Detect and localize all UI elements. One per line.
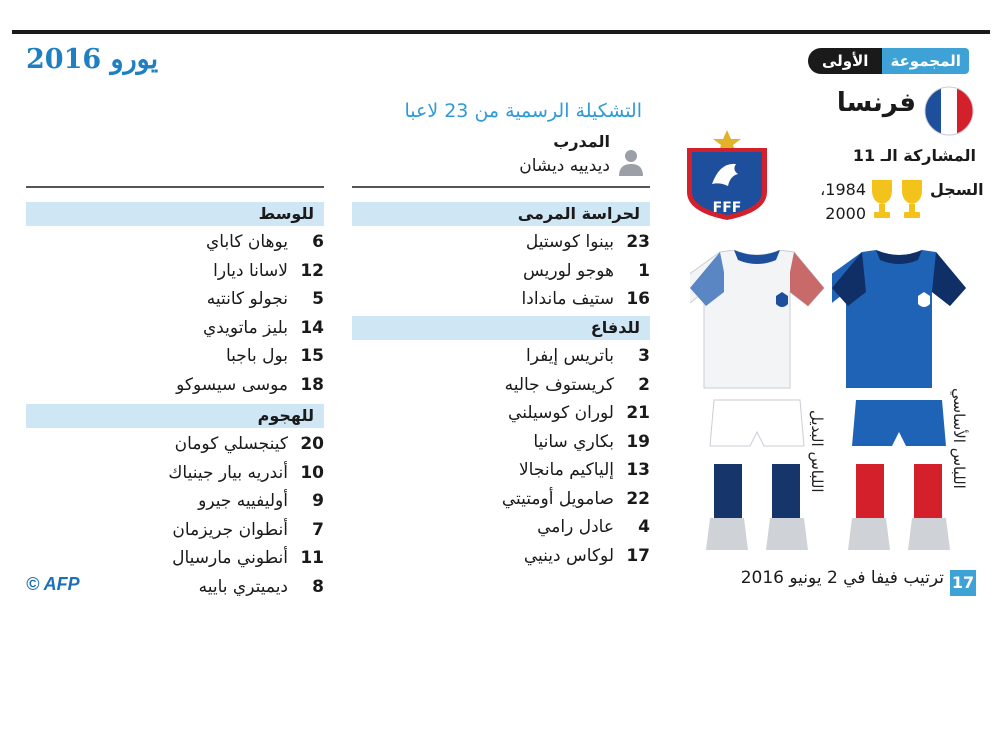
afp-credit-logo: © AFP (26, 574, 80, 594)
player-number: 21 (626, 403, 650, 423)
coach-name: ديدييه ديشان (519, 156, 610, 176)
fifa-rank-text: ترتيب فيفا في 2 يونيو 2016 (740, 568, 944, 588)
player-name: أندريه بيار جينياك (168, 462, 288, 483)
record-year-2000: 2000 (825, 204, 866, 223)
player-number: 12 (300, 260, 324, 281)
player-name: نجولو كانتيه (206, 289, 288, 309)
player-name: لوران كوسيلني (508, 403, 614, 423)
record-label: السجل (930, 180, 984, 199)
section-midfielders: للوسط (26, 202, 324, 226)
player-number: 13 (626, 460, 650, 480)
player-row (352, 228, 650, 256)
participation-count: المشاركة الـ 11 (852, 146, 976, 165)
player-row (352, 371, 650, 399)
player-number: 23 (626, 232, 650, 252)
player-name: لاسانا ديارا (213, 260, 288, 281)
player-row (352, 485, 650, 513)
player-row (26, 516, 324, 544)
home-kit-label: اللباس الأساسي (950, 388, 968, 489)
player-row (352, 257, 650, 285)
player-name: أنطوان جريزمان (172, 519, 288, 540)
section-defenders: للدفاع (352, 316, 650, 340)
svg-text:FFF: FFF (712, 200, 742, 216)
player-row (352, 342, 650, 370)
player-number: 9 (312, 491, 324, 511)
player-name: أوليفييه جيرو (198, 491, 288, 511)
player-name: يوهان كاباي (205, 232, 288, 252)
player-number: 22 (626, 488, 650, 509)
player-number: 19 (626, 431, 650, 452)
player-name: كينجسلي كومان (174, 434, 288, 454)
fifa-rank-badge: 17 (950, 570, 976, 596)
column-rule-left (26, 186, 324, 188)
euro-2016-logo: يورو 2016 (26, 44, 159, 75)
player-row (352, 542, 650, 570)
player-name: أنطوني مارسيال (172, 548, 288, 568)
record-years (790, 178, 866, 226)
country-name: فرنسا (836, 88, 916, 118)
player-number: 18 (300, 374, 324, 395)
player-name: بينوا كوستيل (525, 232, 614, 252)
fff-crest-icon (682, 128, 772, 222)
trophy-icon (868, 176, 926, 222)
player-name: هوجو لوريس (522, 260, 614, 281)
player-row (26, 342, 324, 370)
player-number: 8 (312, 576, 324, 597)
player-row (352, 456, 650, 484)
person-icon (618, 148, 644, 176)
player-number: 16 (626, 289, 650, 309)
player-row (352, 285, 650, 313)
player-row (26, 487, 324, 515)
group-value: الأولى (808, 48, 882, 74)
home-kit-icon (832, 250, 966, 556)
player-row (26, 228, 324, 256)
player-row (352, 428, 650, 456)
player-name: لوكاس دينيي (523, 545, 614, 566)
player-row (26, 285, 324, 313)
player-number: 3 (638, 346, 650, 366)
column-rule-right (352, 186, 650, 188)
player-row (26, 544, 324, 572)
france-flag-icon (924, 86, 974, 136)
section-goalkeepers: لحراسة المرمى (352, 202, 650, 226)
squad-title: التشكيلة الرسمية من 23 لاعبا (404, 100, 642, 122)
player-name: كريستوف جاليه (504, 374, 614, 395)
away-kit-label: اللباس البديل (808, 410, 826, 493)
player-row (352, 513, 650, 541)
group-label: المجموعة (882, 48, 968, 74)
player-name: صامويل أومتيتي (501, 488, 614, 509)
away-kit-icon (690, 250, 824, 556)
player-number: 15 (300, 346, 324, 366)
player-number: 20 (300, 434, 324, 454)
player-number: 2 (638, 374, 650, 395)
player-name: بول باجبا (226, 346, 288, 366)
coach-label: المدرب (553, 132, 610, 151)
player-number: 11 (300, 548, 324, 568)
player-number: 7 (312, 519, 324, 540)
player-name: ديميتري باييه (198, 576, 288, 597)
player-row (26, 257, 324, 285)
player-number: 4 (638, 517, 650, 537)
player-row (26, 371, 324, 399)
player-name: باتريس إيفرا (526, 346, 614, 366)
player-row (352, 399, 650, 427)
player-name: عادل رامي (537, 517, 614, 537)
player-row (26, 314, 324, 342)
player-name: بكاري سانيا (533, 431, 614, 452)
player-number: 17 (626, 545, 650, 566)
player-name: بليز ماتويدي (202, 317, 288, 338)
player-row (26, 459, 324, 487)
player-name: موسى سيسوكو (176, 374, 288, 395)
player-number: 5 (312, 289, 324, 309)
player-row (26, 430, 324, 458)
player-number: 10 (300, 462, 324, 483)
record-year-1984: 1984، (820, 180, 866, 199)
player-number: 14 (300, 317, 324, 338)
group-badge (808, 48, 969, 74)
player-name: إلياكيم مانجالا (518, 460, 614, 480)
top-rule (12, 30, 990, 34)
player-name: ستيف ماندادا (521, 289, 614, 309)
player-number: 1 (638, 260, 650, 281)
player-number: 6 (312, 232, 324, 252)
section-forwards: للهجوم (26, 404, 324, 428)
